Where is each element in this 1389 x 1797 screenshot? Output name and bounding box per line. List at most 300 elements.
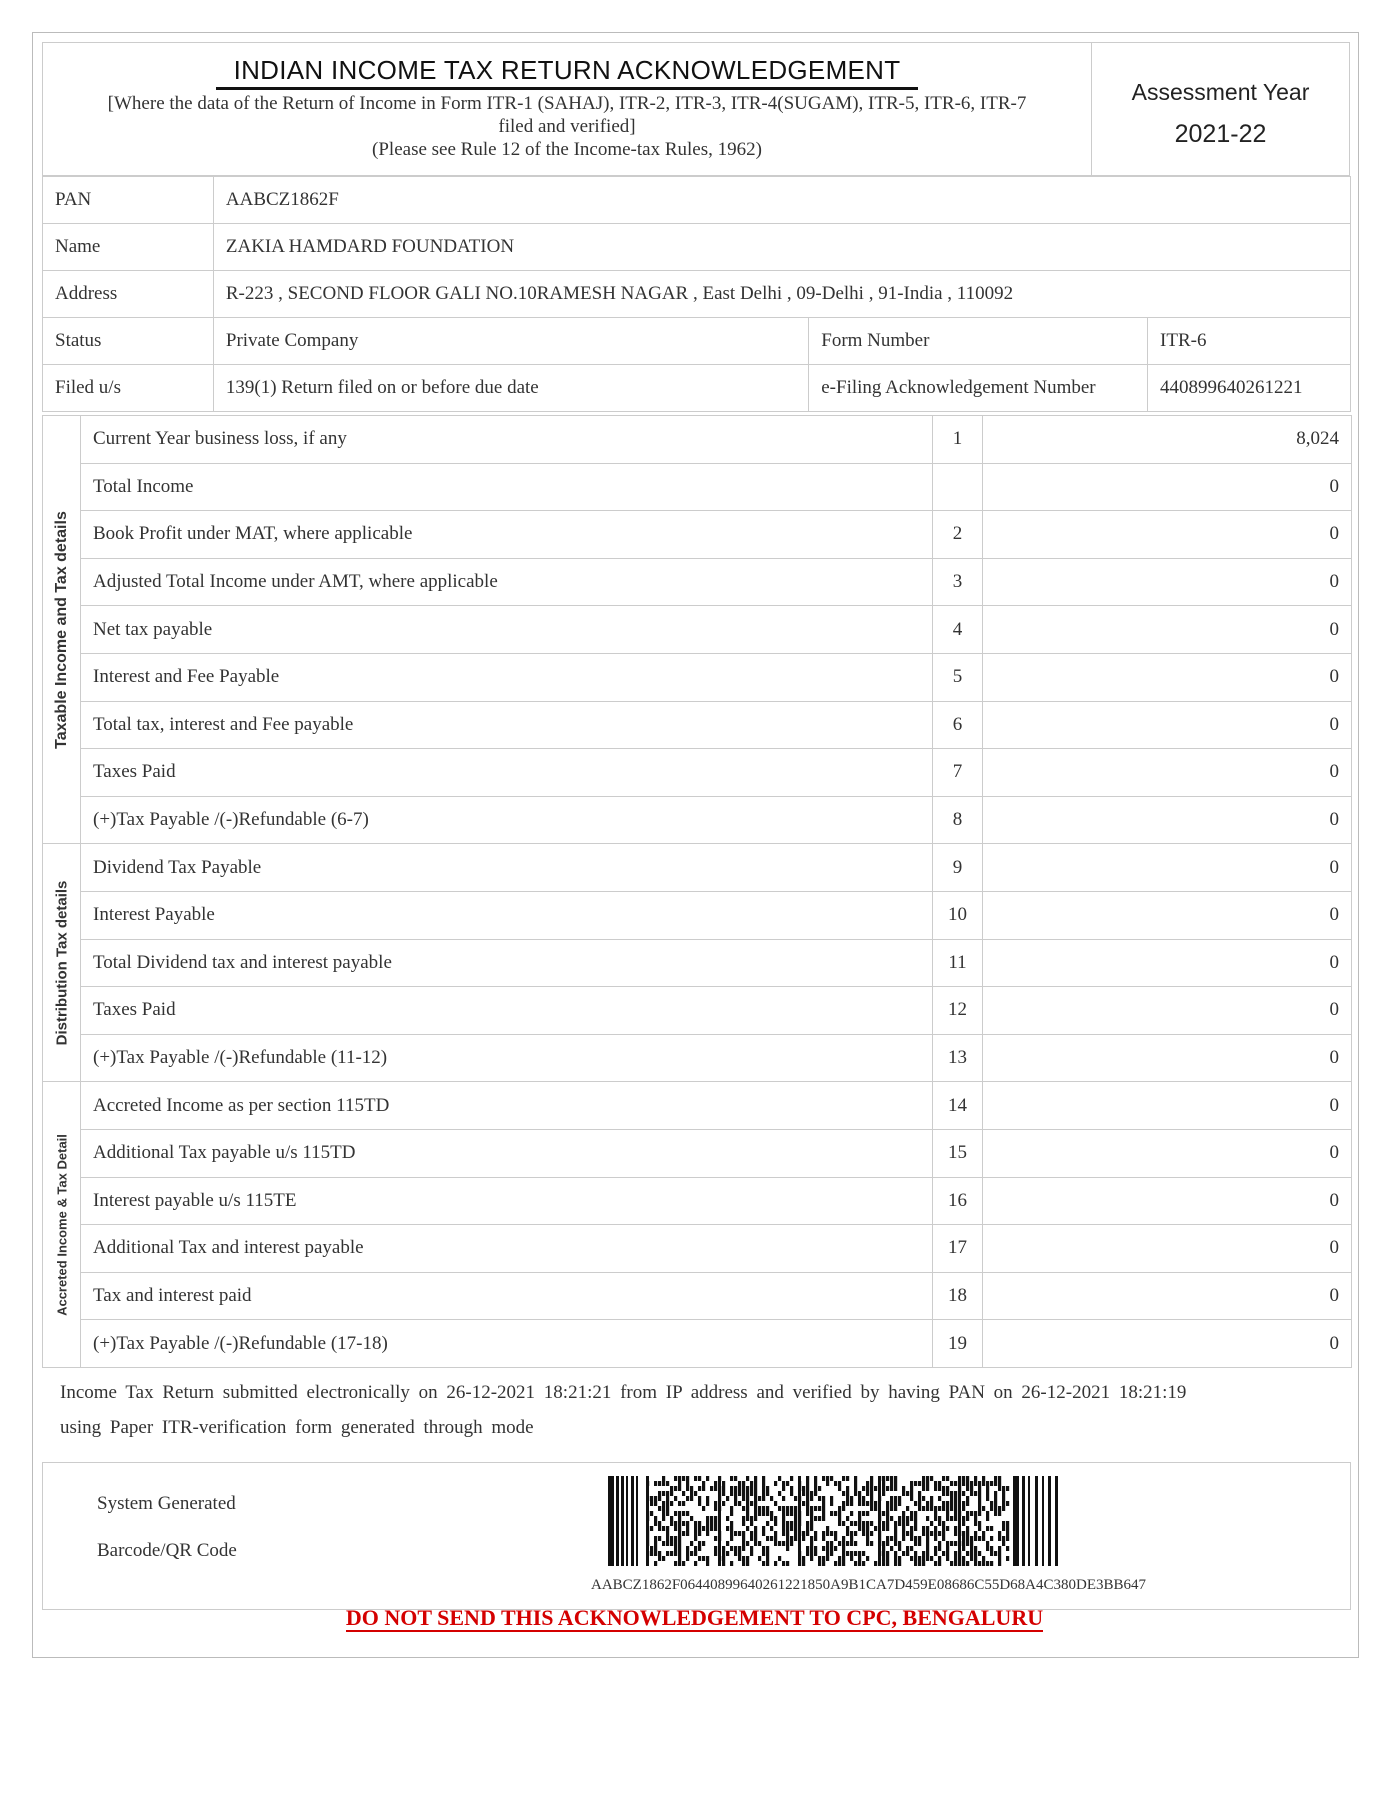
table-row: [43, 939, 1352, 987]
barcode-module: [810, 1516, 813, 1521]
barcode-module: [762, 1481, 765, 1486]
form-number-value: ITR-6: [1148, 318, 1351, 365]
barcode-module: [790, 1521, 793, 1526]
barcode-module: [678, 1541, 681, 1546]
barcode-module: [918, 1541, 921, 1546]
barcode-module: [938, 1531, 941, 1536]
barcode-module: [874, 1501, 877, 1506]
barcode-module: [1022, 1476, 1025, 1566]
barcode-module: [714, 1481, 717, 1486]
barcode-module: [658, 1491, 661, 1496]
barcode-module: [970, 1536, 973, 1541]
barcode-module: [1013, 1476, 1019, 1566]
row-number: 14: [933, 1082, 983, 1130]
barcode-module: [786, 1561, 789, 1566]
barcode-module: [658, 1496, 661, 1501]
barcode-module: [710, 1486, 713, 1491]
barcode-module: [874, 1526, 877, 1531]
barcode-module: [942, 1501, 945, 1506]
barcode-module: [934, 1546, 937, 1551]
barcode-module: [854, 1551, 857, 1556]
row-value: 0: [983, 701, 1352, 749]
barcode-module: [806, 1511, 809, 1516]
barcode-module: [954, 1531, 957, 1536]
barcode-module: [910, 1536, 913, 1541]
barcode-module: [898, 1501, 901, 1506]
barcode-module: [946, 1516, 949, 1521]
barcode-module: [722, 1481, 725, 1486]
barcode-module: [738, 1551, 741, 1556]
row-label: Interest and Fee Payable: [81, 653, 933, 701]
barcode-module: [882, 1476, 885, 1481]
barcode-module: [726, 1516, 729, 1521]
barcode-module: [1028, 1476, 1030, 1566]
barcode-module: [994, 1491, 997, 1496]
barcode-module: [658, 1556, 661, 1561]
barcode-module: [882, 1526, 885, 1531]
barcode-module: [962, 1476, 965, 1481]
barcode-module: [906, 1516, 909, 1521]
barcode-module: [782, 1521, 785, 1526]
barcode-module: [690, 1486, 693, 1491]
barcode-module: [954, 1516, 957, 1521]
barcode-module: [714, 1486, 717, 1491]
barcode-module: [886, 1561, 889, 1566]
barcode-module: [814, 1536, 817, 1541]
barcode-module: [818, 1486, 821, 1491]
barcode-module: [762, 1491, 765, 1496]
barcode-module: [842, 1506, 845, 1511]
row-value: 0: [983, 1225, 1352, 1273]
barcode-module: [730, 1521, 733, 1526]
barcode-module: [706, 1496, 709, 1501]
barcode-module: [698, 1546, 701, 1551]
ack-number-value: 440899640261221: [1148, 365, 1351, 412]
barcode-module: [838, 1561, 841, 1566]
table-row: [43, 606, 1352, 654]
table-row: [43, 701, 1352, 749]
barcode-module: [998, 1561, 1001, 1566]
barcode-module: [894, 1556, 897, 1561]
barcode-module: [922, 1531, 925, 1536]
barcode-module: [870, 1521, 873, 1526]
barcode-module: [714, 1536, 717, 1541]
barcode-module: [954, 1561, 957, 1566]
barcode-module: [746, 1491, 749, 1496]
barcode-module: [766, 1551, 769, 1556]
barcode-module: [806, 1476, 809, 1481]
row-label: Total tax, interest and Fee payable: [81, 701, 933, 749]
barcode-module: [826, 1541, 829, 1546]
barcode-module: [802, 1491, 805, 1496]
barcode-module: [906, 1551, 909, 1556]
barcode-module: [674, 1496, 677, 1501]
barcode-module: [674, 1526, 677, 1531]
barcode-module: [826, 1526, 829, 1531]
barcode-module: [858, 1551, 861, 1556]
barcode-module: [874, 1506, 877, 1511]
barcode-module: [890, 1486, 893, 1491]
barcode-module: [954, 1501, 957, 1506]
barcode-module: [746, 1511, 749, 1516]
barcode-module: [806, 1521, 809, 1526]
barcode-module: [890, 1506, 893, 1511]
barcode-module: [934, 1481, 937, 1486]
assessment-year-value: 2021-22: [1174, 120, 1267, 148]
barcode-module: [918, 1501, 921, 1506]
barcode-module: [962, 1491, 965, 1496]
barcode-module: [870, 1541, 873, 1546]
barcode-module: [934, 1486, 937, 1491]
barcode-module: [746, 1496, 749, 1501]
barcode-module: [910, 1491, 913, 1496]
page-title: INDIAN INCOME TAX RETURN ACKNOWLEDGEMENT: [216, 55, 919, 90]
barcode-module: [822, 1531, 825, 1536]
barcode-module: [682, 1531, 685, 1536]
barcode-module: [850, 1556, 853, 1561]
barcode-module: [786, 1481, 789, 1486]
barcode-module: [898, 1561, 901, 1566]
barcode-module: [754, 1501, 757, 1506]
barcode-module: [814, 1546, 817, 1551]
barcode-module: [866, 1491, 869, 1496]
row-label: Accreted Income as per section 115TD: [81, 1082, 933, 1130]
barcode-module: [858, 1496, 861, 1501]
barcode-module: [818, 1496, 821, 1501]
barcode-module: [938, 1556, 941, 1561]
barcode-module: [942, 1486, 945, 1491]
barcode-module: [950, 1541, 953, 1546]
barcode-module: [894, 1526, 897, 1531]
barcode-module: [830, 1551, 833, 1556]
row-value: 0: [983, 939, 1352, 987]
row-number: 6: [933, 701, 983, 749]
barcode-module: [822, 1536, 825, 1541]
barcode-module: [694, 1531, 697, 1536]
row-number: 12: [933, 987, 983, 1035]
barcode-module: [814, 1506, 817, 1511]
row-value: 0: [983, 796, 1352, 844]
tax-details-table: [42, 415, 1352, 1368]
barcode-module: [822, 1506, 825, 1511]
barcode-module: [898, 1516, 901, 1521]
barcode-module: [830, 1541, 833, 1546]
barcode-module: [998, 1536, 1001, 1541]
table-row: [43, 987, 1352, 1035]
barcode-module: [866, 1531, 869, 1536]
barcode-module: [846, 1526, 849, 1531]
barcode-module: [990, 1506, 993, 1511]
barcode-module: [742, 1486, 745, 1491]
barcode-module: [722, 1501, 725, 1506]
barcode-module: [930, 1556, 933, 1561]
barcode-module: [686, 1476, 689, 1481]
barcode-module: [678, 1561, 681, 1566]
barcode-module: [690, 1491, 693, 1496]
barcode-module: [970, 1541, 973, 1546]
row-number: 3: [933, 558, 983, 606]
barcode-module: [754, 1491, 757, 1496]
barcode-module: [726, 1496, 729, 1501]
barcode-module: [926, 1556, 929, 1561]
barcode-module: [746, 1541, 749, 1546]
barcode-module: [866, 1541, 869, 1546]
barcode-module: [686, 1481, 689, 1486]
barcode-module: [734, 1486, 737, 1491]
barcode-module: [838, 1541, 841, 1546]
barcode-module: [902, 1526, 905, 1531]
barcode-module: [678, 1501, 681, 1506]
barcode-module: [978, 1481, 981, 1486]
barcode-module: [730, 1491, 733, 1496]
barcode-module: [822, 1476, 825, 1481]
table-row: [43, 796, 1352, 844]
barcode-module: [662, 1501, 665, 1506]
barcode-module: [974, 1511, 977, 1516]
barcode-module: [966, 1511, 969, 1516]
barcode-module: [662, 1541, 665, 1546]
barcode-module: [850, 1511, 853, 1516]
barcode-module: [906, 1491, 909, 1496]
barcode-module: [866, 1521, 869, 1526]
barcode-module: [986, 1546, 989, 1551]
filed-us-value: 139(1) Return filed on or before due date: [213, 365, 808, 412]
barcode-module: [862, 1561, 865, 1566]
barcode-module: [702, 1486, 705, 1491]
barcode-module: [626, 1476, 628, 1566]
barcode-module: [946, 1501, 949, 1506]
barcode-module: [978, 1521, 981, 1526]
barcode-module: [978, 1501, 981, 1506]
barcode-module: [954, 1556, 957, 1561]
row-label: Dividend Tax Payable: [81, 844, 933, 892]
row-label: Additional Tax payable u/s 115TD: [81, 1129, 933, 1177]
barcode-module: [790, 1541, 793, 1546]
barcode-module: [1006, 1526, 1009, 1531]
barcode-module: [790, 1491, 793, 1496]
row-label: Interest Payable: [81, 891, 933, 939]
barcode-module: [730, 1526, 733, 1531]
barcode-module: [714, 1516, 717, 1521]
barcode-module: [810, 1526, 813, 1531]
barcode-module: [838, 1556, 841, 1561]
table-row: [43, 511, 1352, 559]
barcode-module: [742, 1531, 745, 1536]
barcode-module: [814, 1516, 817, 1521]
barcode-module: [842, 1551, 845, 1556]
barcode-module: [702, 1556, 705, 1561]
barcode-module: [662, 1481, 665, 1486]
barcode-module: [914, 1521, 917, 1526]
barcode-module: [818, 1516, 821, 1521]
barcode-module: [862, 1501, 865, 1506]
barcode-module: [698, 1526, 701, 1531]
address-label: Address: [43, 271, 214, 318]
barcode-module: [706, 1476, 709, 1481]
row-label: Total Dividend tax and interest payable: [81, 939, 933, 987]
barcode-module: [722, 1491, 725, 1496]
barcode-module: [870, 1531, 873, 1536]
barcode-module: [806, 1501, 809, 1506]
barcode-module: [666, 1506, 669, 1511]
barcode-module: [962, 1501, 965, 1506]
barcode-module: [1006, 1486, 1009, 1491]
barcode-module: [902, 1521, 905, 1526]
barcode-module: [794, 1521, 797, 1526]
barcode-module: [886, 1501, 889, 1506]
barcode-module: [882, 1481, 885, 1486]
barcode-module: [674, 1476, 677, 1481]
barcode-module: [838, 1511, 841, 1516]
barcode-module: [834, 1481, 837, 1486]
barcode-module: [858, 1501, 861, 1506]
barcode-module: [866, 1556, 869, 1561]
barcode-module: [782, 1511, 785, 1516]
barcode-module: [802, 1531, 805, 1536]
barcode-module: [926, 1551, 929, 1556]
barcode-module: [850, 1501, 853, 1506]
barcode-module: [762, 1551, 765, 1556]
barcode-module: [970, 1491, 973, 1496]
row-value: 0: [983, 749, 1352, 797]
barcode-module: [950, 1501, 953, 1506]
barcode-module: [1002, 1496, 1005, 1501]
barcode-module: [890, 1501, 893, 1506]
barcode-module: [662, 1511, 665, 1516]
ack-number-label: e-Filing Acknowledgement Number: [809, 365, 1148, 412]
barcode-module: [886, 1511, 889, 1516]
assessment-year-block: [1092, 42, 1350, 176]
barcode-module: [750, 1486, 753, 1491]
barcode-module: [838, 1506, 841, 1511]
barcode-module: [758, 1496, 761, 1501]
barcode-module: [894, 1561, 897, 1566]
barcode-module: [842, 1556, 845, 1561]
barcode-module: [914, 1541, 917, 1546]
barcode-module: [654, 1561, 657, 1566]
barcode-module: [942, 1526, 945, 1531]
barcode-module: [786, 1541, 789, 1546]
barcode-module: [930, 1476, 933, 1481]
barcode-module: [994, 1511, 997, 1516]
row-label: Net tax payable: [81, 606, 933, 654]
barcode-module: [934, 1531, 937, 1536]
section-label: Taxable Income and Tax details: [52, 510, 70, 749]
barcode-module: [750, 1491, 753, 1496]
barcode-module: [658, 1506, 661, 1511]
barcode-module: [914, 1511, 917, 1516]
barcode-module: [654, 1536, 657, 1541]
barcode-module: [814, 1551, 817, 1556]
barcode-module: [666, 1551, 669, 1556]
status-value: Private Company: [213, 318, 808, 365]
barcode-module: [822, 1561, 825, 1566]
barcode-module: [870, 1496, 873, 1501]
barcode-module: [978, 1496, 981, 1501]
barcode-module: [882, 1546, 885, 1551]
barcode-module: [890, 1476, 893, 1481]
barcode-module: [698, 1556, 701, 1561]
barcode-module: [962, 1541, 965, 1546]
info-row-name: [43, 224, 1351, 271]
barcode-module: [782, 1506, 785, 1511]
barcode-module: [926, 1536, 929, 1541]
barcode-module: [874, 1486, 877, 1491]
header-subtitle-2: filed and verified]: [498, 116, 636, 137]
barcode-module: [754, 1481, 757, 1486]
barcode-module: [846, 1491, 849, 1496]
barcode-module: [698, 1521, 701, 1526]
barcode-module: [966, 1551, 969, 1556]
section-taxable-income: [43, 416, 81, 844]
barcode-module: [814, 1476, 817, 1481]
barcode-module: [738, 1546, 741, 1551]
barcode-module: [822, 1556, 825, 1561]
barcode-module: [886, 1536, 889, 1541]
row-number: 4: [933, 606, 983, 654]
barcode-module: [678, 1486, 681, 1491]
barcode-module: [994, 1476, 997, 1481]
barcode-module: [854, 1481, 857, 1486]
barcode-module: [762, 1496, 765, 1501]
barcode-module: [946, 1556, 949, 1561]
barcode-module: [742, 1506, 745, 1511]
barcode-module: [714, 1526, 717, 1531]
barcode-module: [778, 1476, 781, 1481]
barcode-module: [774, 1481, 777, 1486]
barcode-module: [842, 1536, 845, 1541]
barcode-module: [898, 1496, 901, 1501]
barcode-module: [650, 1546, 653, 1551]
barcode-module: [978, 1561, 981, 1566]
pan-value: AABCZ1862F: [213, 177, 1350, 224]
barcode-module: [762, 1561, 765, 1566]
barcode-module: [738, 1556, 741, 1561]
barcode-module: [790, 1511, 793, 1516]
barcode-module: [706, 1521, 709, 1526]
barcode-module: [862, 1531, 865, 1536]
barcode-module: [686, 1521, 689, 1526]
barcode-module: [750, 1546, 753, 1551]
barcode-module: [998, 1481, 1001, 1486]
barcode-module: [834, 1546, 837, 1551]
barcode-module: [882, 1511, 885, 1516]
barcode-module: [694, 1551, 697, 1556]
barcode-module: [794, 1516, 797, 1521]
barcode-module: [922, 1481, 925, 1486]
barcode-module: [770, 1496, 773, 1501]
barcode-module: [942, 1531, 945, 1536]
barcode-module: [790, 1526, 793, 1531]
barcode-module: [698, 1501, 701, 1506]
barcode-module: [970, 1481, 973, 1486]
barcode-module: [966, 1516, 969, 1521]
barcode-module: [974, 1556, 977, 1561]
barcode-module: [742, 1521, 745, 1526]
barcode-module: [678, 1546, 681, 1551]
barcode-module: [782, 1526, 785, 1531]
barcode-module: [862, 1496, 865, 1501]
barcode-module: [766, 1486, 769, 1491]
barcode-module: [938, 1561, 941, 1566]
barcode-module: [838, 1516, 841, 1521]
barcode-module: [866, 1526, 869, 1531]
barcode-module: [954, 1511, 957, 1516]
barcode-module: [938, 1506, 941, 1511]
barcode-module: [654, 1501, 657, 1506]
barcode-module: [894, 1531, 897, 1536]
barcode-module: [966, 1541, 969, 1546]
